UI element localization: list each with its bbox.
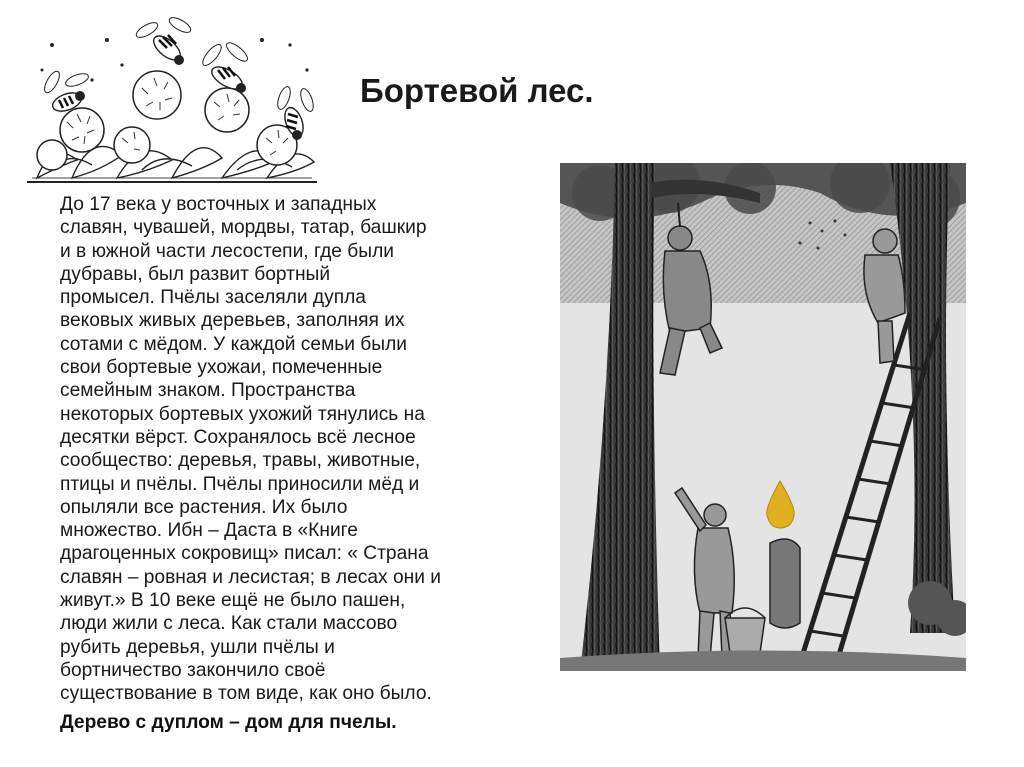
bees-flowers-illustration (22, 10, 322, 188)
body-line: вековых живых деревьев, заполняя их (60, 310, 405, 332)
body-line: драгоценных сокровищ» писал: « Страна (60, 543, 429, 565)
body-line: некоторых бортевых ухожий тянулись на (60, 403, 425, 425)
body-line: До 17 века у восточных и западных (60, 194, 377, 215)
body-line: птицы и пчёлы. Пчёлы приносили мёд и (60, 473, 420, 495)
body-line: бортничество закончило своё (60, 659, 326, 681)
bee-2 (200, 40, 250, 94)
slide-title: Бортевой лес. (360, 72, 594, 109)
body-line: живут.» В 10 веке ещё не было пашен, (60, 590, 406, 612)
body-line: люди жили с леса. Как стали массово (60, 613, 398, 635)
body-line: сотами с мёдом. У каждой семьи были (60, 333, 408, 355)
body-line: десятки вёрст. Сохранялось всё лесное (60, 426, 416, 448)
body-line: славян, чувашей, мордвы, татар, башкир (60, 217, 427, 239)
body-line: семейным знаком. Пространства (60, 380, 356, 402)
body-line: дубравы, был развит бортный (60, 263, 331, 285)
body-line: множество. Ибн – Даста в «Книге (60, 520, 358, 542)
body-line: славян – ровная и лесистая; в лесах они и (60, 566, 442, 588)
body-line: опыляли все растения. Их было (60, 496, 348, 518)
body-line: существование в том виде, как оно было. (60, 683, 432, 705)
body-line: сообщество: деревья, травы, животные, (60, 450, 421, 472)
body-text (60, 193, 510, 706)
body-line: свои бортевые ухожаи, помеченные (60, 357, 383, 379)
conclusion-text: Дерево с дуплом – дом для пчелы. (60, 712, 397, 733)
body-line: рубить деревья, ушли пчёлы и (60, 636, 335, 658)
body-line: и в южной части лесостепи, где были (60, 240, 394, 262)
bee-1 (134, 15, 193, 65)
body-line: промысел. Пчёлы заселяли дупла (60, 287, 366, 309)
beekeepers-illustration (560, 163, 966, 671)
